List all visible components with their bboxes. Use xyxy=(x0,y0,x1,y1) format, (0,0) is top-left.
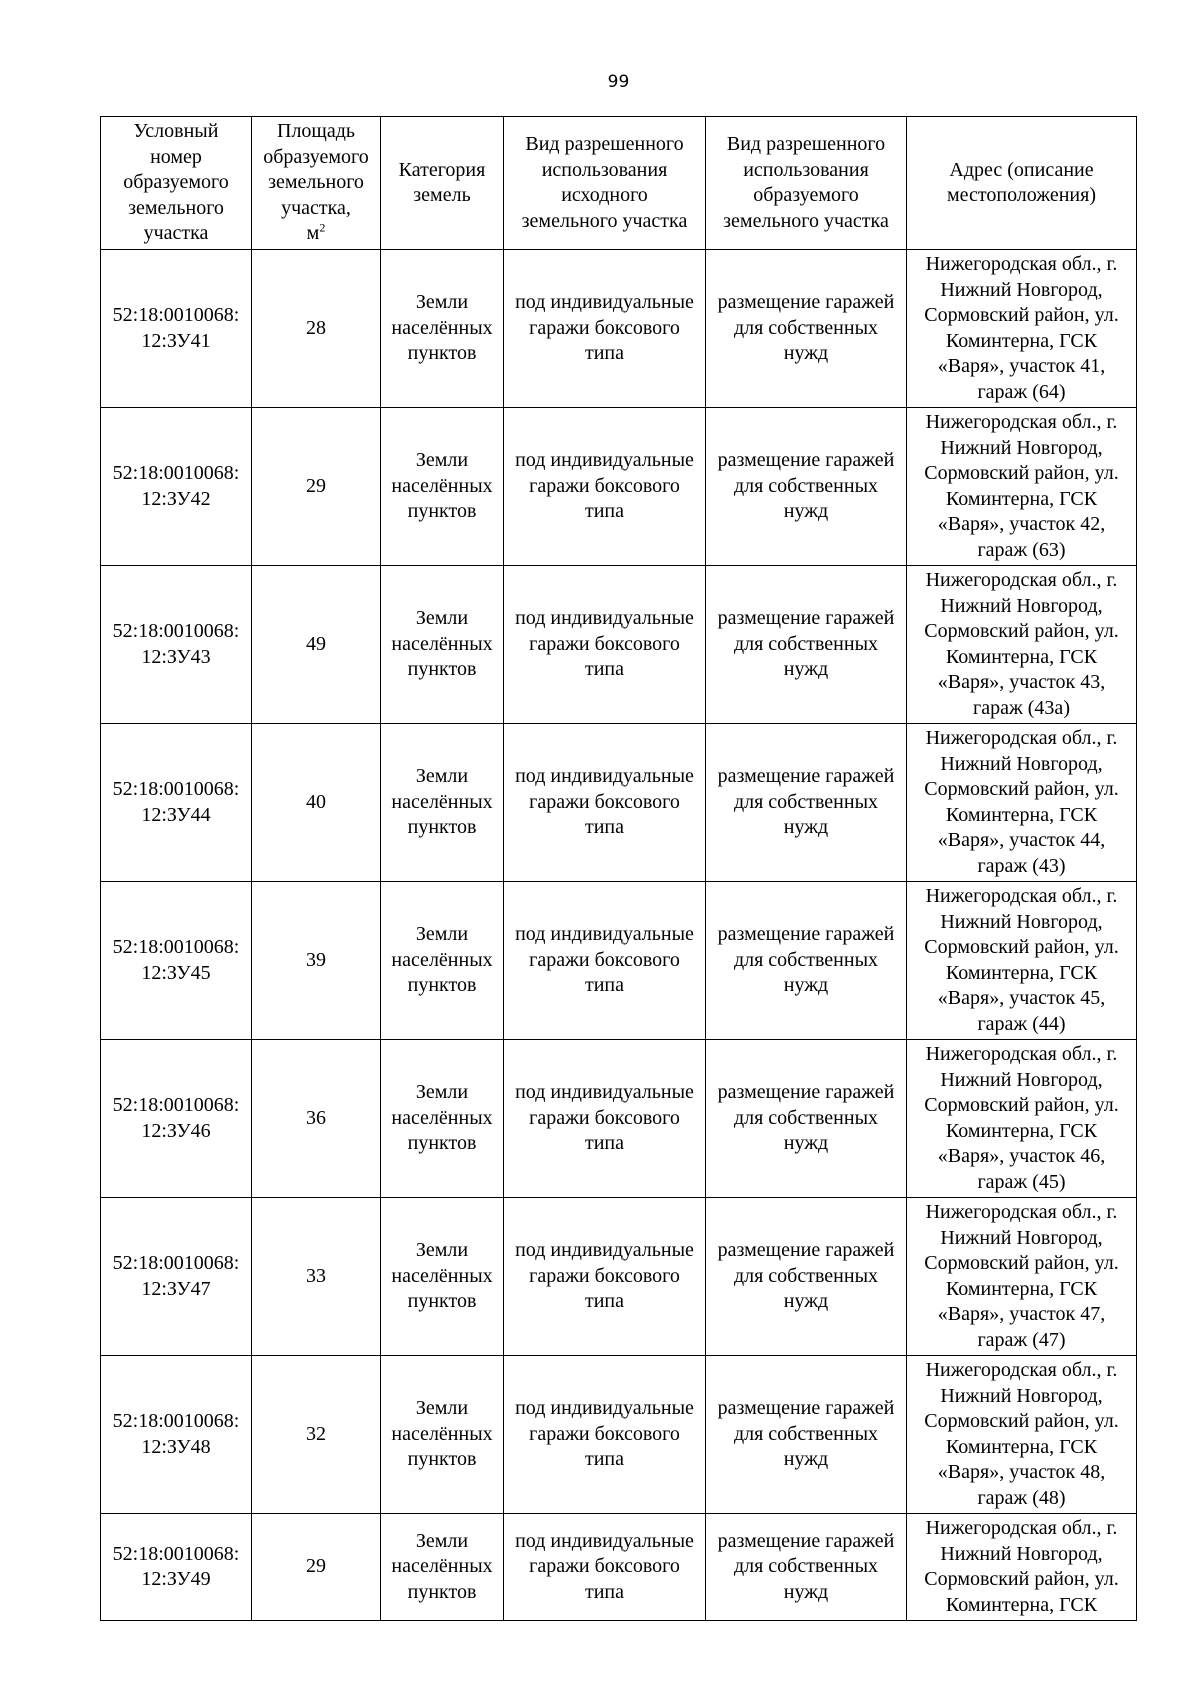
cell-id xyxy=(101,408,252,566)
cell-area: 40 xyxy=(252,724,381,882)
cell-line: нужд xyxy=(783,1132,829,1155)
cell-category xyxy=(381,724,504,882)
cell-line: населённых xyxy=(391,1422,493,1445)
cell-line: под индивидуальные xyxy=(515,291,694,314)
cell-line: Нижний Новгород, xyxy=(940,278,1103,301)
cell-line: 52:18:0010068: xyxy=(112,1410,240,1432)
cell-line: участка, xyxy=(281,196,351,219)
cell-id xyxy=(101,882,252,1040)
cell-line: гаражи боксового xyxy=(529,790,680,813)
cell-use-target xyxy=(706,1356,907,1514)
header-category xyxy=(381,117,504,250)
cell-line: Нижний Новгород, xyxy=(940,910,1103,933)
cell-line: пунктов xyxy=(407,1132,477,1155)
cell-line: 12:ЗУ44 xyxy=(141,803,211,826)
cell-address xyxy=(907,1514,1137,1621)
cell-category xyxy=(381,408,504,566)
cell-line: 12:ЗУ43 xyxy=(141,645,211,668)
cell-line: Нижегородская обл., г. xyxy=(925,1359,1118,1381)
cell-line: 12:ЗУ42 xyxy=(141,487,211,510)
cell-line: нужд xyxy=(783,658,829,681)
cell-line: гараж (48) xyxy=(977,1486,1066,1509)
cell-category xyxy=(381,1040,504,1198)
cell-address xyxy=(907,1356,1137,1514)
cell-line: под индивидуальные xyxy=(515,1081,694,1104)
cell-line: Нижегородская обл., г. xyxy=(925,885,1118,907)
cell-line: Адрес (описание xyxy=(949,158,1094,181)
cell-line: Площадь xyxy=(277,120,355,143)
cell-line: пунктов xyxy=(407,1580,477,1603)
cell-line: для собственных xyxy=(733,1264,879,1287)
cell-use-source xyxy=(504,1514,706,1621)
cell-area: 28 xyxy=(252,250,381,408)
page-number: 99 xyxy=(607,72,630,92)
cell-line: «Варя», участок 47, xyxy=(937,1303,1106,1325)
cell-line: пунктов xyxy=(407,658,477,681)
cell-line: населённых xyxy=(391,474,493,497)
cell-line: под индивидуальные xyxy=(515,923,694,946)
cell-line: размещение гаражей xyxy=(717,1081,895,1104)
table-row xyxy=(101,250,1137,408)
header-use-source xyxy=(504,117,706,250)
cell-line: 52:18:0010068: xyxy=(112,936,240,958)
cell-line: нужд xyxy=(783,1448,829,1471)
cell-category xyxy=(381,1198,504,1356)
header-row xyxy=(101,117,1137,250)
cell-line: населённых xyxy=(391,790,493,813)
cell-area: 33 xyxy=(252,1198,381,1356)
cell-address xyxy=(907,1040,1137,1198)
cell-line: земель xyxy=(413,184,471,206)
cell-line: нужд xyxy=(783,1580,829,1603)
cell-line: гаражи боксового xyxy=(529,1264,680,1287)
cell-line: гаражи боксового xyxy=(529,316,680,339)
cell-line: земельного участка xyxy=(723,209,889,232)
cell-line: размещение гаражей xyxy=(717,923,895,946)
cell-line: 52:18:0010068: xyxy=(112,1542,240,1565)
cell-line: Земли xyxy=(415,1081,469,1104)
cell-line: Коминтерна, ГСК xyxy=(945,329,1098,352)
cell-address xyxy=(907,724,1137,882)
cell-line: Сормовский район, ул. xyxy=(924,304,1119,326)
cell-use-target xyxy=(706,566,907,724)
cell-line: пунктов xyxy=(407,342,477,365)
cell-line: гараж (63) xyxy=(977,538,1066,561)
cell-line: для собственных xyxy=(733,790,879,813)
cell-use-target xyxy=(706,408,907,566)
table-header xyxy=(101,117,1137,250)
cell-line: гаражи боксового xyxy=(529,1422,680,1445)
cell-line: Земли xyxy=(415,607,469,630)
cell-line: под индивидуальные xyxy=(515,1239,694,1262)
cell-use-target xyxy=(706,1514,907,1621)
cell-line: типа xyxy=(584,658,625,681)
cell-area: 29 xyxy=(252,1514,381,1621)
cell-line: населённых xyxy=(391,1264,493,1287)
cell-line: Нижегородская обл., г. xyxy=(925,1043,1118,1065)
table-row xyxy=(101,1514,1137,1621)
cell-line: пунктов xyxy=(407,974,477,997)
cell-line: «Варя», участок 42, xyxy=(937,513,1106,535)
header-use-target xyxy=(706,117,907,250)
cell-use-target xyxy=(706,882,907,1040)
cell-use-target xyxy=(706,1198,907,1356)
cell-line: Сормовский район, ул. xyxy=(924,1568,1119,1590)
cell-line: 52:18:0010068: xyxy=(112,620,240,642)
cell-line: земельного xyxy=(268,171,364,194)
cell-line: пунктов xyxy=(407,1290,477,1313)
cell-line: гаражи боксового xyxy=(529,1555,680,1578)
cell-address xyxy=(907,250,1137,408)
cell-line: типа xyxy=(584,1580,625,1603)
cell-use-source xyxy=(504,1040,706,1198)
cell-line: Нижний Новгород, xyxy=(940,436,1103,459)
cell-use-target xyxy=(706,1040,907,1198)
cell-line: 12:ЗУ41 xyxy=(141,329,211,352)
header-area-text xyxy=(253,119,379,221)
cell-line: «Варя», участок 44, xyxy=(937,829,1106,851)
cell-address xyxy=(907,408,1137,566)
cell-area: 49 xyxy=(252,566,381,724)
cell-category xyxy=(381,1356,504,1514)
cell-line: типа xyxy=(584,1132,625,1155)
cell-use-source xyxy=(504,566,706,724)
cell-line: типа xyxy=(584,342,625,365)
cell-line: 52:18:0010068: xyxy=(112,304,240,326)
cell-address xyxy=(907,566,1137,724)
cell-line: под индивидуальные xyxy=(515,1397,694,1420)
cell-category xyxy=(381,882,504,1040)
cell-line: гараж (64) xyxy=(977,380,1066,403)
cell-line: Земли xyxy=(415,1239,469,1262)
cell-line: под индивидуальные xyxy=(515,1529,694,1552)
cell-line: Коминтерна, ГСК xyxy=(945,487,1098,510)
cell-line: размещение гаражей xyxy=(717,1397,895,1420)
cell-line: Нижний Новгород, xyxy=(940,1226,1103,1249)
cell-line: 12:ЗУ48 xyxy=(141,1435,211,1458)
cell-line: номер xyxy=(150,145,202,168)
cell-id xyxy=(101,1356,252,1514)
cell-line: использования xyxy=(541,158,668,181)
cell-use-source xyxy=(504,1198,706,1356)
cell-line: размещение гаражей xyxy=(717,1529,895,1552)
cell-line: Коминтерна, ГСК xyxy=(945,1119,1098,1142)
cell-line: Сормовский район, ул. xyxy=(924,620,1119,642)
cell-line: населённых xyxy=(391,316,493,339)
cell-line: Земли xyxy=(415,1397,469,1420)
cell-line: гараж (43) xyxy=(977,854,1066,877)
table-row xyxy=(101,724,1137,882)
cell-line: земельного участка xyxy=(521,209,688,232)
cell-category xyxy=(381,566,504,724)
cell-line: Нижегородская обл., г. xyxy=(925,569,1118,591)
cell-line: Земли xyxy=(415,291,469,314)
cell-line: типа xyxy=(584,816,625,839)
cell-id xyxy=(101,566,252,724)
cell-line: Условный xyxy=(133,120,219,143)
cell-line: Земли xyxy=(415,765,469,788)
cell-line: типа xyxy=(584,974,625,997)
cell-line: «Варя», участок 43, xyxy=(937,671,1106,693)
cell-line: 12:ЗУ49 xyxy=(141,1568,211,1590)
cell-line: Нижегородская обл., г. xyxy=(925,727,1118,749)
cell-line: Нижний Новгород, xyxy=(940,1542,1103,1565)
cell-line: населённых xyxy=(391,948,493,971)
cell-address xyxy=(907,882,1137,1040)
land-plots-table xyxy=(100,116,1137,1621)
cell-line: Нижегородская обл., г. xyxy=(925,411,1118,433)
cell-line: Коминтерна, ГСК xyxy=(945,803,1098,826)
cell-line: «Варя», участок 48, xyxy=(937,1461,1106,1483)
cell-line: нужд xyxy=(783,342,829,365)
cell-address xyxy=(907,1198,1137,1356)
cell-line: гаражи боксового xyxy=(529,632,680,655)
cell-id xyxy=(101,724,252,882)
cell-line: Вид разрешенного xyxy=(525,133,684,155)
cell-line: под индивидуальные xyxy=(515,449,694,472)
cell-area: 29 xyxy=(252,408,381,566)
cell-line: Вид разрешенного xyxy=(726,133,886,155)
cell-line: для собственных xyxy=(733,316,879,339)
cell-line: размещение гаражей xyxy=(717,1239,895,1262)
cell-line: Нижегородская обл., г. xyxy=(925,253,1118,275)
cell-line: под индивидуальные xyxy=(515,607,694,630)
table-body xyxy=(101,250,1137,1621)
cell-line: пунктов xyxy=(407,1448,477,1471)
cell-line: образуемого xyxy=(753,184,859,206)
cell-line: населённых xyxy=(391,1555,493,1578)
cell-line: типа xyxy=(584,500,625,523)
cell-line: Коминтерна, ГСК xyxy=(945,645,1098,668)
cell-line: под индивидуальные xyxy=(515,765,694,788)
table-row xyxy=(101,1356,1137,1514)
cell-line: типа xyxy=(584,1290,625,1313)
cell-category xyxy=(381,1514,504,1621)
table-row xyxy=(101,1198,1137,1356)
cell-line: пунктов xyxy=(407,816,477,839)
cell-line: 12:ЗУ47 xyxy=(141,1277,211,1300)
cell-line: для собственных xyxy=(733,632,879,655)
cell-line: размещение гаражей xyxy=(717,607,895,630)
header-address xyxy=(907,117,1137,250)
cell-id xyxy=(101,1198,252,1356)
cell-area: 39 xyxy=(252,882,381,1040)
cell-line: населённых xyxy=(391,632,493,655)
cell-line: гараж (43а) xyxy=(973,696,1070,719)
cell-line: образуемого xyxy=(263,145,369,168)
cell-use-target xyxy=(706,250,907,408)
cell-use-target xyxy=(706,724,907,882)
cell-line: для собственных xyxy=(733,1555,879,1578)
cell-line: 52:18:0010068: xyxy=(112,462,240,484)
cell-line: гараж (45) xyxy=(977,1170,1066,1193)
cell-line: Нижегородская обл., г. xyxy=(925,1517,1118,1539)
cell-line: пунктов xyxy=(407,500,477,523)
cell-line: Сормовский район, ул. xyxy=(924,1410,1119,1432)
cell-line: 52:18:0010068: xyxy=(112,1252,240,1274)
cell-line: «Варя», участок 46, xyxy=(937,1145,1106,1167)
table-row xyxy=(101,882,1137,1040)
cell-line: Сормовский район, ул. xyxy=(924,778,1119,800)
header-area xyxy=(252,117,381,250)
table-row xyxy=(101,1040,1137,1198)
cell-line: Нижний Новгород, xyxy=(940,752,1103,775)
cell-area: 32 xyxy=(252,1356,381,1514)
cell-line: типа xyxy=(584,1448,625,1471)
cell-line: нужд xyxy=(783,1290,829,1313)
cell-line: земельного xyxy=(128,196,224,219)
cell-line: 52:18:0010068: xyxy=(112,1094,240,1116)
cell-line: 52:18:0010068: xyxy=(112,778,240,800)
cell-line: исходного xyxy=(561,184,648,206)
cell-line: Земли xyxy=(415,449,469,472)
cell-line: Коминтерна, ГСК xyxy=(945,1593,1098,1616)
cell-use-source xyxy=(504,1356,706,1514)
cell-line: Категория xyxy=(398,158,486,181)
cell-line: гаражи боксового xyxy=(529,474,680,497)
cell-id xyxy=(101,250,252,408)
cell-use-source xyxy=(504,882,706,1040)
cell-line: гаражи боксового xyxy=(529,1106,680,1129)
table-row xyxy=(101,566,1137,724)
cell-line: Земли xyxy=(415,1529,469,1552)
cell-line: размещение гаражей xyxy=(717,449,895,472)
cell-line: Коминтерна, ГСК xyxy=(945,1277,1098,1300)
cell-line: гаражи боксового xyxy=(529,948,680,971)
cell-id xyxy=(101,1514,252,1621)
cell-line: гараж (44) xyxy=(977,1012,1066,1035)
cell-line: для собственных xyxy=(733,474,879,497)
cell-line: местоположения) xyxy=(946,184,1096,206)
cell-area: 36 xyxy=(252,1040,381,1198)
cell-line: для собственных xyxy=(733,1422,879,1445)
cell-line: 12:ЗУ45 xyxy=(141,961,211,984)
cell-line: образуемого xyxy=(123,171,229,194)
cell-category xyxy=(381,250,504,408)
cell-line: нужд xyxy=(783,974,829,997)
header-area-unit: $м^2$ xyxy=(306,220,326,245)
cell-line: Коминтерна, ГСК xyxy=(945,1435,1098,1458)
cell-line: гараж (47) xyxy=(977,1328,1066,1351)
cell-line: Сормовский район, ул. xyxy=(924,1252,1119,1274)
header-id xyxy=(101,117,252,250)
cell-line: Земли xyxy=(415,923,469,946)
cell-line: размещение гаражей xyxy=(717,291,895,314)
table-row xyxy=(101,408,1137,566)
cell-line: Нижний Новгород, xyxy=(940,1384,1103,1407)
cell-line: Сормовский район, ул. xyxy=(924,462,1119,484)
cell-line: использования xyxy=(743,158,869,181)
cell-line: Сормовский район, ул. xyxy=(924,1094,1119,1116)
cell-line: населённых xyxy=(391,1106,493,1129)
cell-line: «Варя», участок 41, xyxy=(937,355,1106,377)
cell-line: участка xyxy=(143,222,209,245)
cell-line: Нижний Новгород, xyxy=(940,1068,1103,1091)
cell-line: 12:ЗУ46 xyxy=(141,1119,211,1142)
cell-line: нужд xyxy=(783,500,829,523)
cell-line: Нижний Новгород, xyxy=(940,594,1103,617)
cell-line: размещение гаражей xyxy=(717,765,895,788)
cell-use-source xyxy=(504,250,706,408)
cell-line: Нижегородская обл., г. xyxy=(925,1201,1118,1223)
cell-line: нужд xyxy=(783,816,829,839)
cell-use-source xyxy=(504,724,706,882)
cell-use-source xyxy=(504,408,706,566)
cell-line: для собственных xyxy=(733,1106,879,1129)
cell-line: Коминтерна, ГСК xyxy=(945,961,1098,984)
cell-line: для собственных xyxy=(733,948,879,971)
cell-line: Сормовский район, ул. xyxy=(924,936,1119,958)
cell-line: «Варя», участок 45, xyxy=(937,987,1106,1009)
cell-id xyxy=(101,1040,252,1198)
